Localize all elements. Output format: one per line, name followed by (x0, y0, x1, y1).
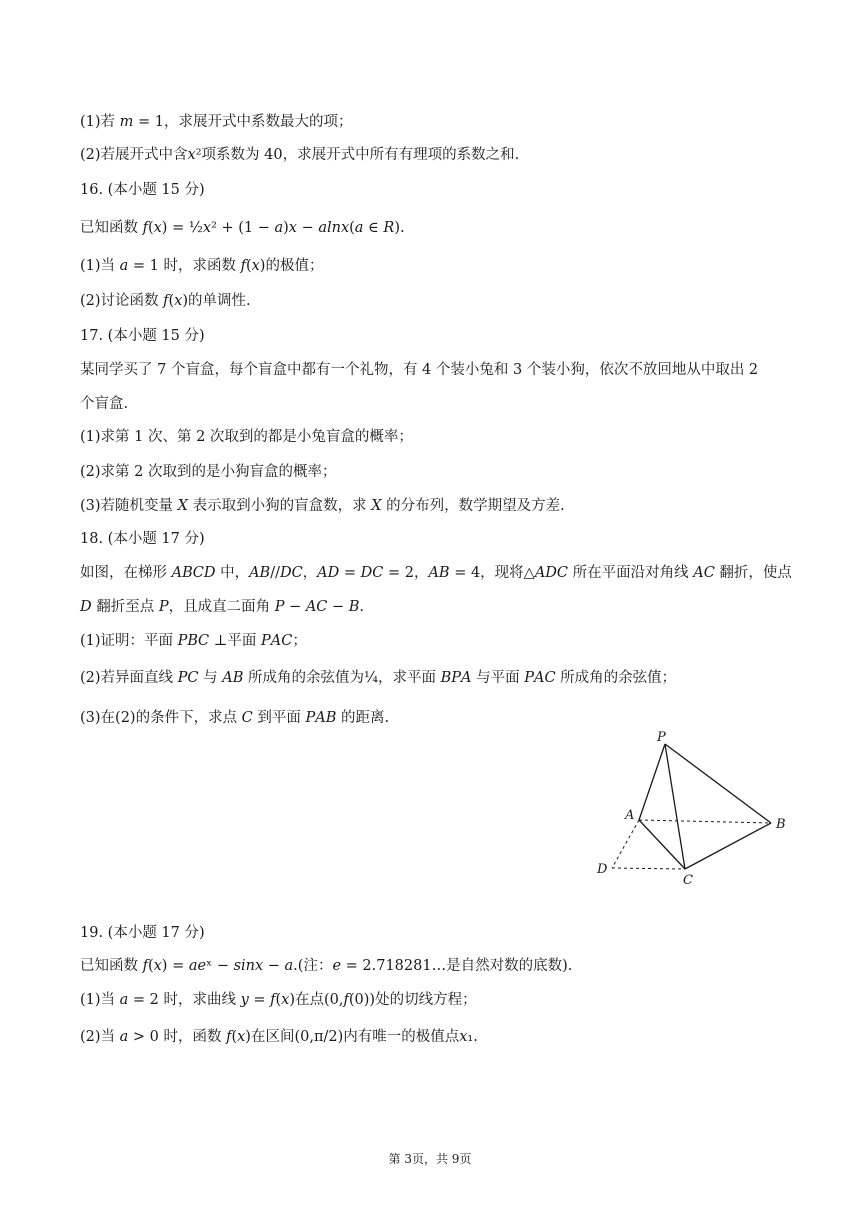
text-line-q16-stem: 已知函数 𝑓(𝑥) = ½𝑥² + (1 − 𝑎)𝑥 − 𝑎𝑙𝑛𝑥(𝑎 ∈ 𝑅). (80, 220, 405, 236)
question-header-19: 19. (本小题 17 分) (80, 925, 205, 941)
text-line-q17-1: (1)求第 1 次、第 2 次取到的都是小兔盲盒的概率； (80, 429, 413, 445)
edge-ad-dashed (612, 820, 639, 868)
text-line-q19-1: (1)当 𝑎 = 2 时，求曲线 𝑦 = 𝑓(𝑥)在点(0,𝑓(0))处的切线方程； (80, 992, 477, 1008)
text-line-q17-3: (3)若随机变量 𝑋 表示取到小狗的盲盒数，求 𝑋 的分布列，数学期望及方差. (80, 498, 565, 514)
label-a: A (625, 808, 635, 823)
text-line-q18-1: (1)证明：平面 𝑃𝐵𝐶 ⊥平面 𝑃𝐴𝐶； (80, 633, 307, 649)
pyramid-diagram (585, 728, 805, 888)
label-c: C (683, 873, 693, 888)
text-line-q18-stem-b: 𝐷 翻折至点 𝑃，且成直二面角 𝑃 − 𝐴𝐶 − 𝐵. (80, 599, 365, 615)
question-header-18: 18. (本小题 17 分) (80, 531, 205, 547)
pyramid-figure (585, 728, 805, 888)
text-line-q17-stem-a: 某同学买了 7 个盲盒，每个盲盒中都有一个礼物，有 4 个装小兔和 3 个装小狗，依次不放回地从中取出 2 (80, 362, 759, 378)
text-line-q18-3: (3)在(2)的条件下，求点 𝐶 到平面 𝑃𝐴𝐵 的距离. (80, 710, 390, 726)
edge-ab-dashed (639, 820, 771, 823)
label-b: B (776, 817, 786, 832)
question-header-16: 16. (本小题 15 分) (80, 182, 205, 198)
edge-pb (665, 744, 771, 823)
question-header-17: 17. (本小题 15 分) (80, 328, 205, 344)
text-line-q17-2: (2)求第 2 次取到的是小狗盲盒的概率； (80, 464, 337, 480)
edge-dc-dashed (612, 868, 685, 869)
text-line-q15-2: (2)若展开式中含𝑥²项系数为 40，求展开式中所有有理项的系数之和. (80, 147, 520, 163)
text-line-q16-1: (1)当 𝑎 = 1 时，求函数 𝑓(𝑥)的极值； (80, 258, 324, 274)
text-line-q18-2: (2)若异面直线 𝑃𝐶 与 𝐴𝐵 所成角的余弦值为¼，求平面 𝐵𝑃𝐴 与平面 𝑃𝐴𝐶 所成角的余弦值； (80, 670, 677, 686)
text-line-q19-stem: 已知函数 𝑓(𝑥) = 𝑎𝑒ˣ − 𝑠𝑖𝑛𝑥 − 𝑎.(注：𝑒 = 2.718281…是自然对数的底数). (80, 958, 573, 974)
edge-bc (685, 823, 771, 869)
text-line-q18-stem-a: 如图，在梯形 𝐴𝐵𝐶𝐷 中，𝐴𝐵//𝐷𝐶，𝐴𝐷 = 𝐷𝐶 = 2，𝐴𝐵 = 4，现将△𝐴𝐷𝐶 所在平面沿对角线 𝐴𝐶 翻折，使点 (80, 565, 792, 581)
label-p: P (657, 730, 666, 745)
text-line-q16-2: (2)讨论函数 𝑓(𝑥)的单调性. (80, 293, 251, 309)
text-line-q15-1: (1)若 𝑚 = 1，求展开式中系数最大的项； (80, 114, 353, 130)
label-d: D (597, 862, 608, 877)
text-line-q19-2: (2)当 𝑎 > 0 时，函数 𝑓(𝑥)在区间(0,π/2)内有唯一的极值点𝑥₁. (80, 1029, 478, 1045)
page-footer: 第 3页，共 9页 (388, 1152, 472, 1166)
edge-pa (639, 744, 665, 820)
text-line-q17-stem-b: 个盲盒. (80, 396, 129, 412)
